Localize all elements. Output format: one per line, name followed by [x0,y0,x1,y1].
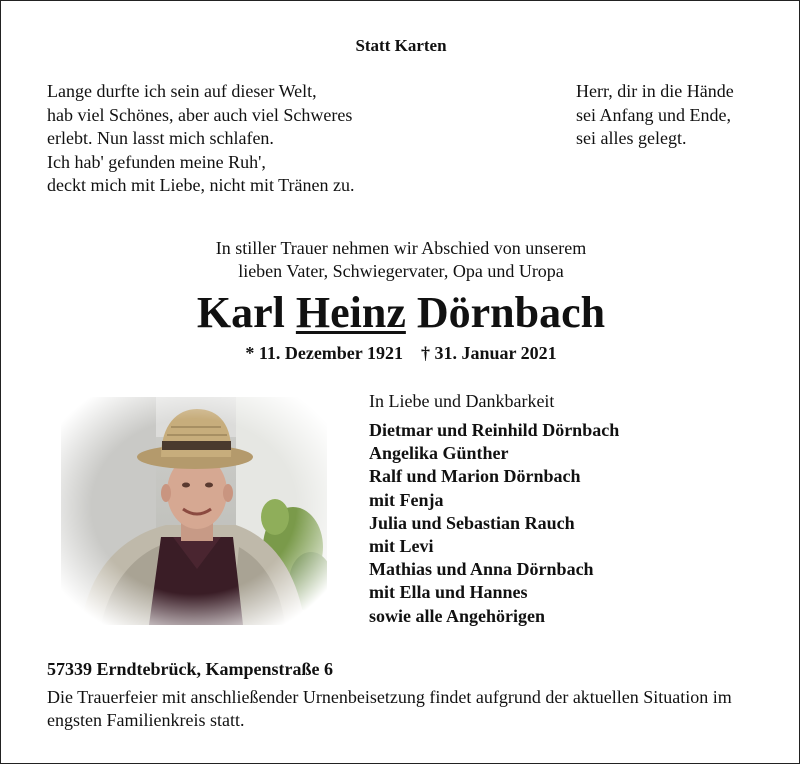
mourner-name: sowie alle Angehörigen [369,605,545,626]
mourners-list [369,419,619,628]
intro-line: In stiller Trauer nehmen wir Abschied von unserem [215,238,587,258]
intro-line: lieben Vater, Schwiegervater, Opa und Uropa [238,261,564,281]
funeral-notice: Die Trauerfeier mit anschließender Urnenbeisetzung findet aufgrund der aktuellen Situation im engsten Familienkreis statt. [47,687,732,730]
poem-left-line: Lange durfte ich sein auf dieser Welt, [47,81,317,101]
mourner-name: mit Levi [369,536,434,557]
mourner-name: Julia und Sebastian Rauch [369,512,575,533]
address: 57339 Erndtebrück, Kampenstraße 6 [47,659,334,679]
middle-name: Heinz [295,288,406,337]
poem-left-line: erlebt. Nun lasst mich schlafen. [47,128,274,148]
mourners-block [369,390,619,628]
poem-left-line: hab viel Schönes, aber auch viel Schweres [47,104,353,125]
mourner-name: mit Fenja [369,489,444,510]
mourner-name: mit Ella und Hannes [369,582,528,603]
mourner-name: Dietmar und Reinhild Dörnbach [369,420,620,440]
poem-left [47,80,354,198]
header-statt-karten: Statt Karten [355,36,447,55]
mourner-name: Ralf und Marion Dörnbach [369,466,581,487]
intro-text [1,237,800,283]
poem-right-line: Herr, dir in die Hände [576,81,734,101]
mourner-name: Mathias und Anna Dörnbach [369,559,594,580]
portrait-photo [61,397,327,625]
birth-date: * 11. Dezember 1921 [245,343,403,363]
mourners-greeting: In Liebe und Dankbarkeit [369,391,555,411]
last-name: Dörnbach [416,288,606,337]
poem-left-line: deckt mich mit Liebe, nicht mit Tränen zu. [47,175,355,195]
mourner-name: Angelika Günther [369,443,509,464]
poem-right-line: sei alles gelegt. [576,128,687,148]
poem-right [576,80,734,151]
deceased-name [1,287,800,339]
poem-right-line: sei Anfang und Ende, [576,104,731,125]
first-name: Karl [196,288,285,337]
life-dates [1,343,800,364]
death-date: † 31. Januar 2021 [420,343,557,363]
poem-left-line: Ich hab' gefunden meine Ruh', [47,151,266,172]
